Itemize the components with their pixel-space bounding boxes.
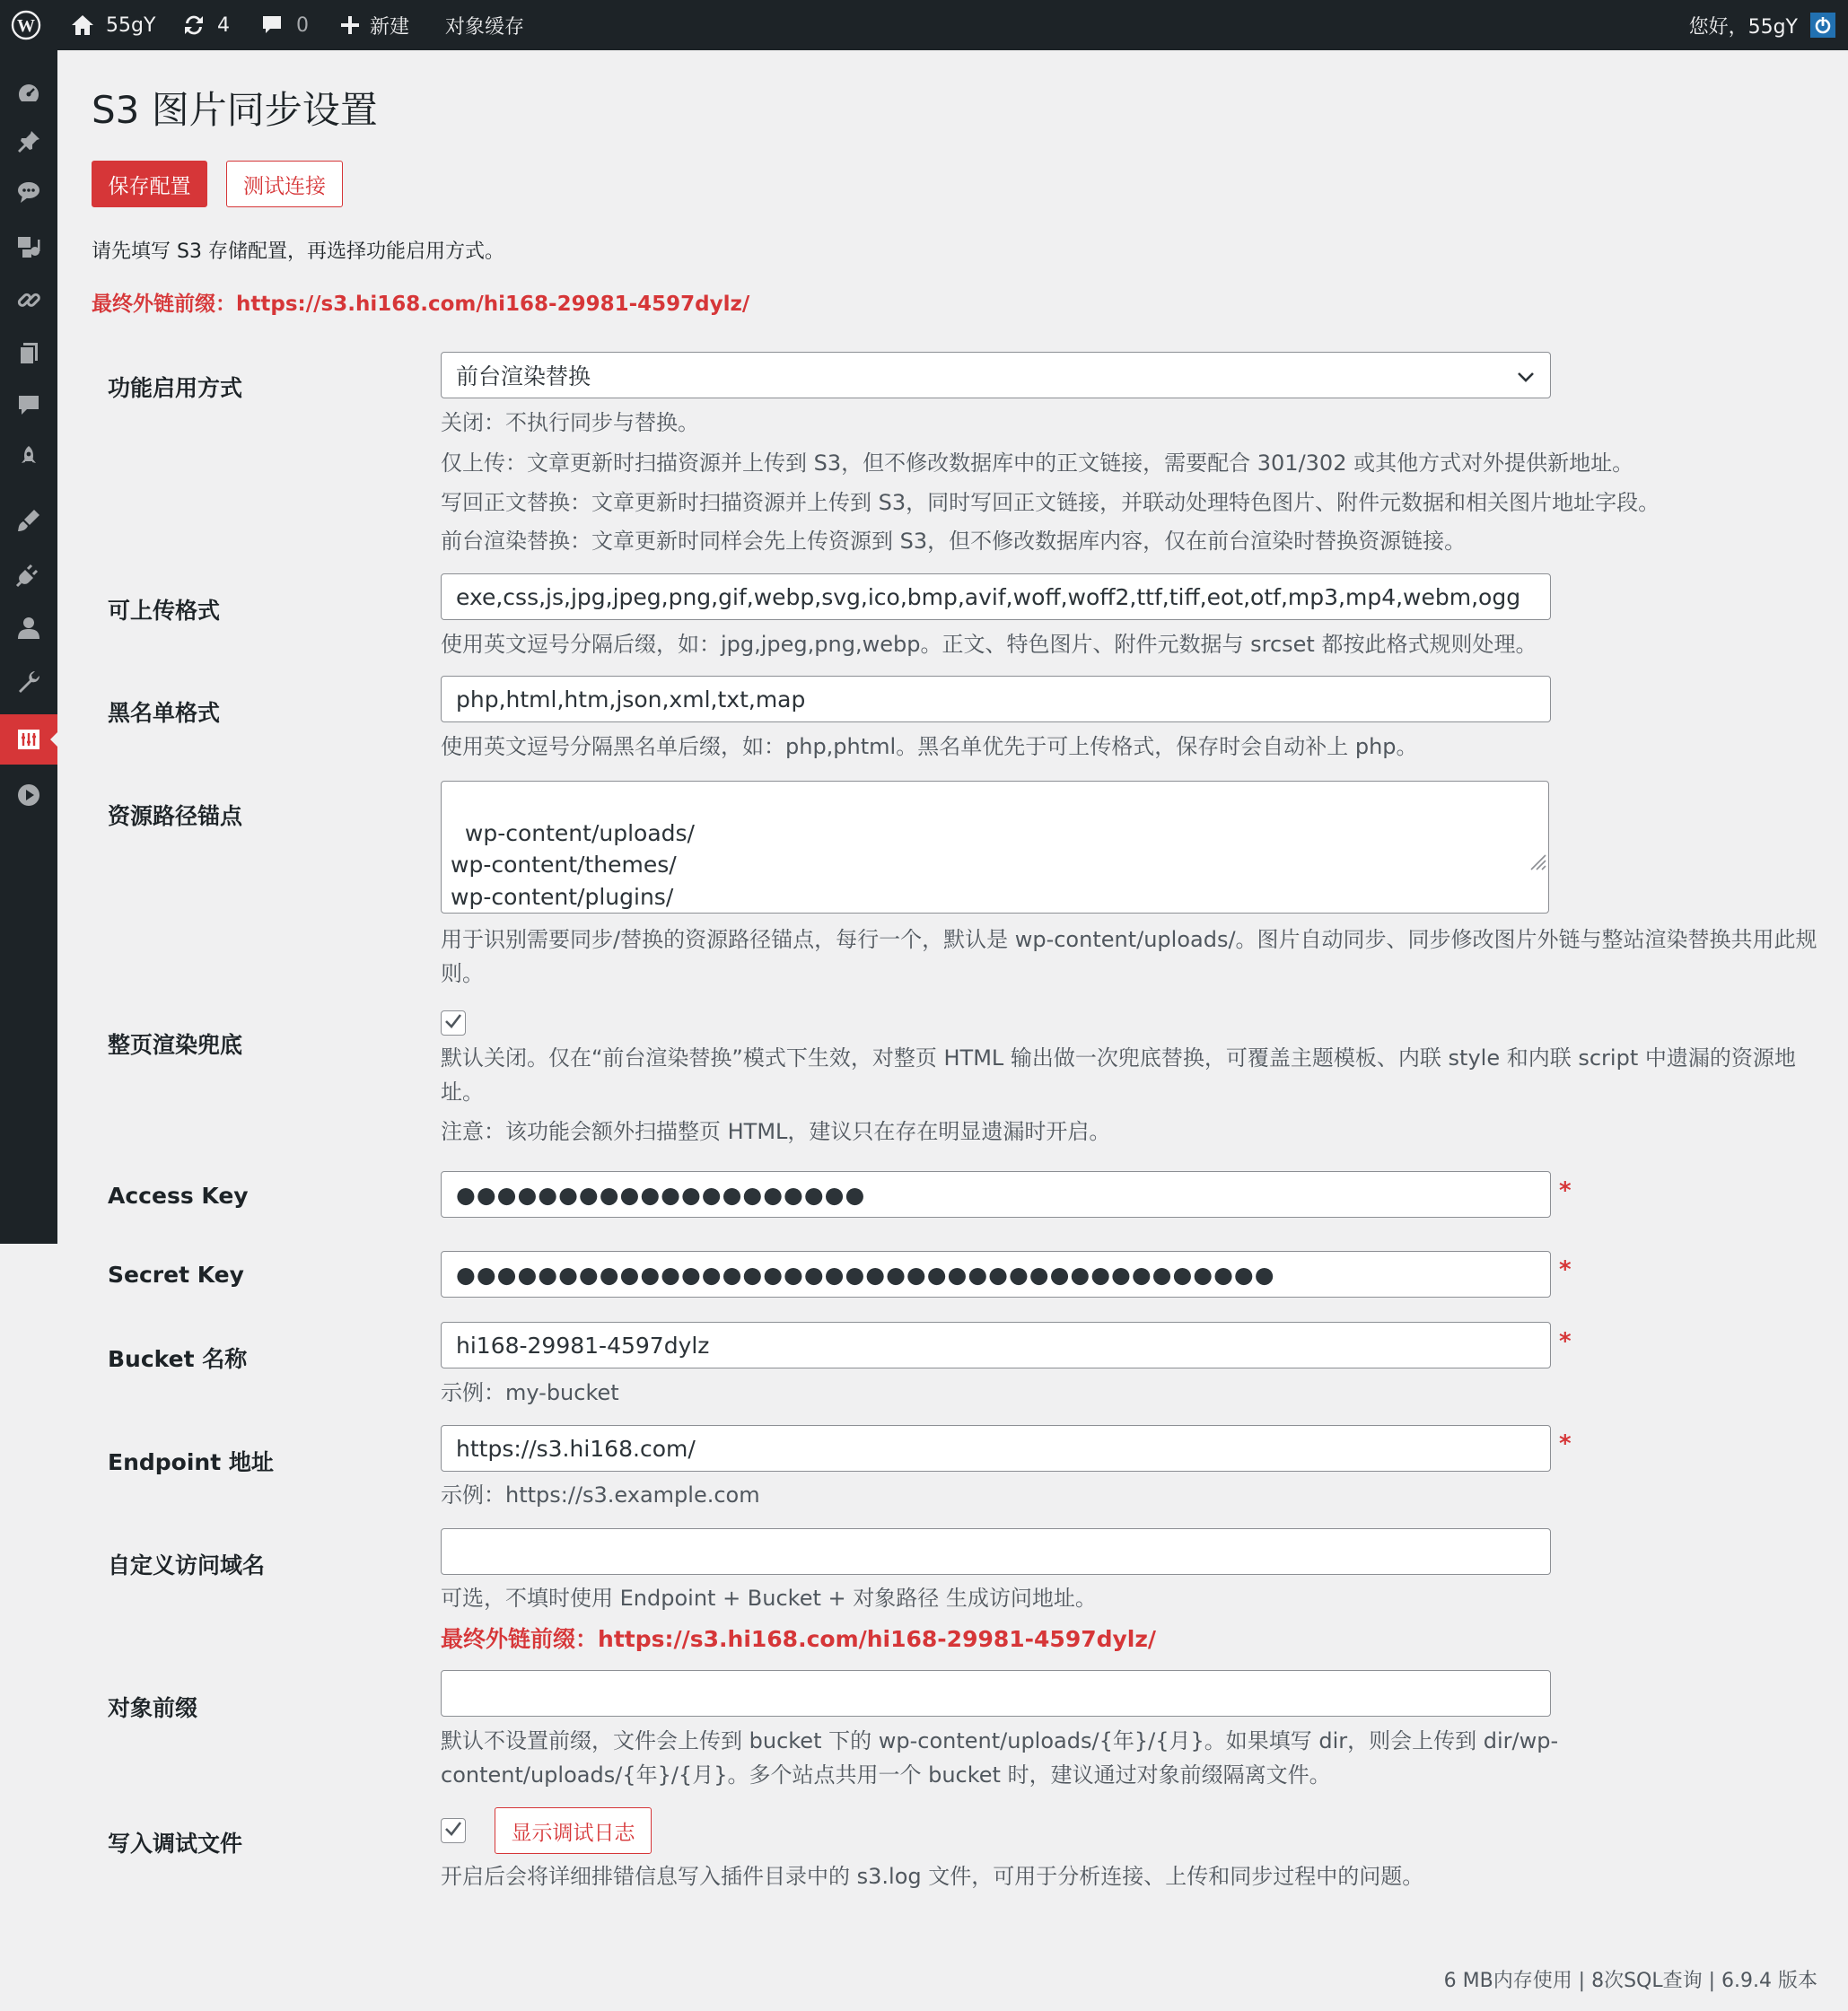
debug-label: 写入调试文件 bbox=[108, 1831, 243, 1857]
blacklist-desc: 使用英文逗号分隔黑名单后缀，如：php,phtml。黑名单优先于可上传格式，保存时会自动补上 php。 bbox=[441, 734, 1418, 759]
mode-label: 功能启用方式 bbox=[108, 375, 243, 401]
checkmark-icon bbox=[443, 1819, 463, 1842]
anchors-desc: 用于识别需要同步/替换的资源路径锚点，每行一个，默认是 wp-content/uploads/。图片自动同步、同步修改图片外链与整站渲染替换共用此规则。 bbox=[441, 927, 1817, 986]
mode-select[interactable] bbox=[441, 352, 1551, 398]
anchors-label: 资源路径锚点 bbox=[108, 803, 243, 829]
bucket-required: * bbox=[1559, 1328, 1572, 1355]
bucket-desc: 示例：my-bucket bbox=[441, 1380, 619, 1405]
object-prefix-input[interactable] bbox=[441, 1670, 1551, 1717]
fullpage-checkbox[interactable] bbox=[441, 1010, 466, 1036]
allowed-formats-label: 可上传格式 bbox=[108, 598, 221, 624]
new-label: 新建 bbox=[370, 15, 410, 39]
save-config-button[interactable]: 保存配置 bbox=[92, 161, 207, 207]
endpoint-input[interactable]: https://s3.hi168.com/ bbox=[441, 1425, 1551, 1472]
play-collapse-icon[interactable] bbox=[0, 770, 57, 820]
custom-domain-label: 自定义访问域名 bbox=[108, 1552, 266, 1578]
dashboard-icon[interactable] bbox=[0, 68, 57, 118]
admin-bar bbox=[0, 0, 1848, 50]
home-icon bbox=[70, 13, 95, 37]
object-prefix-desc: 默认不设置前缀，文件会上传到 bucket 下的 wp-content/uploads/{年}/{月}。如果填写 dir，则会上传到 dir/wp-content/uploads/{年}/{月}。多个站点共用一个 bucket 时，建议通过对象前缀隔离文件。 bbox=[441, 1728, 1559, 1788]
media-icon[interactable] bbox=[0, 221, 57, 271]
bucket-label: Bucket 名称 bbox=[108, 1346, 248, 1372]
updates-icon bbox=[181, 13, 206, 38]
final-prefix-label: 最终外链前缀： bbox=[92, 293, 236, 316]
endpoint-required: * bbox=[1559, 1430, 1572, 1457]
intro-text: 请先填写 S3 存储配置，再选择功能启用方式。 bbox=[92, 240, 504, 263]
pages-icon[interactable] bbox=[0, 328, 57, 379]
feedback-icon[interactable] bbox=[0, 380, 57, 431]
comment-icon bbox=[260, 13, 284, 37]
users-icon[interactable] bbox=[0, 603, 57, 653]
final-prefix-url-bottom: https://s3.hi168.com/hi168-29981-4597dylz/ bbox=[598, 1626, 1157, 1652]
mode-desc-upload-only: 仅上传：文章更新时扫描资源并上传到 S3，但不修改数据库中的正文链接，需要配合 301/302 或其他方式对外提供新地址。 bbox=[441, 450, 1634, 476]
checkmark-icon bbox=[443, 1011, 463, 1035]
allowed-formats-desc: 使用英文逗号分隔后缀，如：jpg,jpeg,png,webp。正文、特色图片、附件元数据与 srcset 都按此格式规则处理。 bbox=[441, 632, 1537, 657]
blacklist-label: 黑名单格式 bbox=[108, 700, 221, 726]
mode-desc-writeback: 写回正文替换：文章更新时扫描资源并上传到 S3，同时写回正文链接，并联动处理特色图片、附件元数据和相关图片地址字段。 bbox=[441, 490, 1660, 515]
debug-checkbox[interactable] bbox=[441, 1818, 466, 1843]
comments-count: 0 bbox=[296, 13, 309, 37]
show-debug-log-button[interactable]: 显示调试日志 bbox=[495, 1807, 652, 1854]
final-prefix-top bbox=[92, 287, 749, 317]
access-key-required: * bbox=[1559, 1177, 1572, 1204]
comments-bubble-icon[interactable] bbox=[0, 167, 57, 217]
test-connection-button[interactable]: 测试连接 bbox=[226, 161, 343, 207]
secret-key-input[interactable]: ●●●●●●●●●●●●●●●●●●●●●●●●●●●●●●●●●●●●●●●● bbox=[441, 1251, 1551, 1298]
mode-desc-off: 关闭：不执行同步与替换。 bbox=[441, 410, 699, 435]
anchors-textarea-value: wp-content/uploads/ wp-content/themes/ wp-content/plugins/ bbox=[451, 819, 695, 910]
endpoint-desc: 示例：https://s3.example.com bbox=[441, 1482, 760, 1508]
debug-desc: 开启后会将详细排错信息写入插件目录中的 s3.log 文件，可用于分析连接、上传和同步过程中的问题。 bbox=[441, 1864, 1424, 1889]
wordpress-logo-icon[interactable] bbox=[11, 0, 41, 50]
blacklist-input[interactable]: php,html,htm,json,xml,txt,map bbox=[441, 676, 1551, 722]
new-content-link[interactable] bbox=[339, 0, 409, 50]
access-key-input[interactable]: ●●●●●●●●●●●●●●●●●●●● bbox=[441, 1171, 1551, 1218]
endpoint-label: Endpoint 地址 bbox=[108, 1449, 274, 1475]
final-prefix-label-bottom: 最终外链前缀： bbox=[441, 1626, 599, 1652]
updates-link[interactable] bbox=[181, 0, 230, 50]
appearance-brush-icon[interactable] bbox=[0, 495, 57, 546]
secret-key-required: * bbox=[1559, 1256, 1572, 1283]
resize-handle-icon[interactable] bbox=[1498, 816, 1546, 912]
plus-icon bbox=[339, 14, 361, 36]
tools-wrench-icon[interactable] bbox=[0, 657, 57, 707]
secret-key-label: Secret Key bbox=[108, 1262, 244, 1288]
fullpage-label: 整页渲染兜底 bbox=[108, 1032, 243, 1058]
custom-domain-desc: 可选，不填时使用 Endpoint + Bucket + 对象路径 生成访问地址。 bbox=[441, 1586, 1097, 1611]
greeting: 您好，55gY bbox=[1688, 15, 1798, 39]
bucket-input[interactable]: hi168-29981-4597dylz bbox=[441, 1322, 1551, 1368]
chevron-down-icon bbox=[1516, 363, 1536, 389]
my-account-link[interactable] bbox=[1689, 0, 1835, 50]
updates-count: 4 bbox=[217, 13, 230, 37]
settings-icon[interactable] bbox=[0, 714, 57, 765]
fullpage-note: 注意：该功能会额外扫描整页 HTML，建议只在存在明显遗漏时开启。 bbox=[441, 1119, 1111, 1144]
rocket-icon[interactable] bbox=[0, 431, 57, 481]
admin-sidebar bbox=[0, 50, 57, 1244]
site-name: 55gY bbox=[106, 13, 156, 37]
access-key-label: Access Key bbox=[108, 1183, 249, 1209]
final-prefix-url: https://s3.hi168.com/hi168-29981-4597dylz/ bbox=[236, 293, 750, 316]
svg-text:W: W bbox=[17, 16, 35, 36]
plugins-icon[interactable] bbox=[0, 549, 57, 599]
anchors-textarea[interactable] bbox=[441, 781, 1549, 914]
object-prefix-label: 对象前缀 bbox=[108, 1695, 198, 1721]
custom-domain-input[interactable] bbox=[441, 1528, 1551, 1575]
final-prefix-bottom bbox=[441, 1622, 1156, 1654]
fullpage-desc: 默认关闭。仅在“前台渲染替换”模式下生效，对整页 HTML 输出做一次兜底替换，可覆盖主题模板、内联 style 和内联 script 中遗漏的资源地址。 bbox=[441, 1045, 1796, 1105]
footer-stats: 6 MB内存使用 | 8次SQL查询 | 6.9.4 版本 bbox=[1443, 1970, 1817, 1992]
comments-link[interactable] bbox=[260, 0, 309, 50]
avatar bbox=[1810, 13, 1835, 38]
object-cache-link[interactable] bbox=[445, 0, 524, 50]
site-name-link[interactable] bbox=[70, 0, 155, 50]
object-cache-label: 对象缓存 bbox=[445, 15, 525, 39]
mode-select-value: 前台渲染替换 bbox=[456, 363, 591, 389]
allowed-formats-input[interactable]: exe,css,js,jpg,jpeg,png,gif,webp,svg,ico,bmp,avif,woff,woff2,ttf,tiff,eot,otf,mp3,mp4,webm,ogg bbox=[441, 573, 1551, 620]
page-title: S3 图片同步设置 bbox=[92, 88, 378, 132]
mode-desc-frontend: 前台渲染替换：文章更新时同样会先上传资源到 S3，但不修改数据库内容，仅在前台渲染时替换资源链接。 bbox=[441, 529, 1467, 554]
links-icon[interactable] bbox=[0, 275, 57, 325]
posts-pin-icon[interactable] bbox=[0, 117, 57, 167]
